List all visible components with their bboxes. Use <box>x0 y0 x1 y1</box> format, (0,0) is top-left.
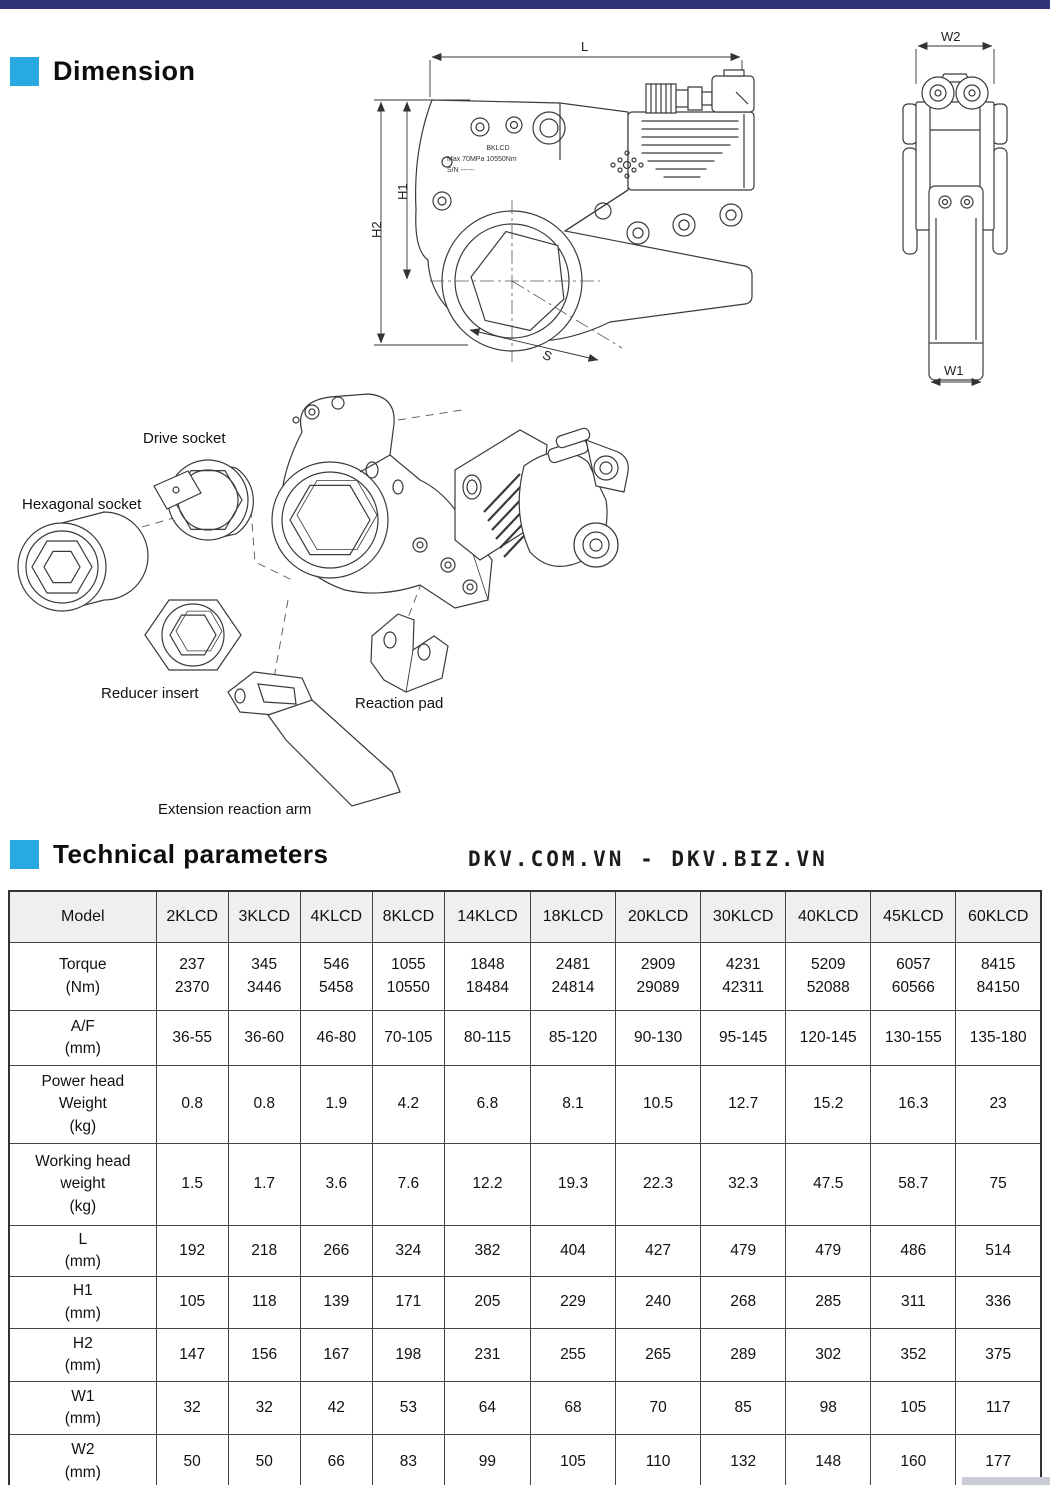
cell-l-40klcd: 479 <box>786 1226 871 1277</box>
parameters-table <box>8 890 1042 1485</box>
cell-l-14klcd: 382 <box>444 1226 530 1277</box>
cell-h2-20klcd: 265 <box>616 1329 701 1382</box>
cell-torque-20klcd: 2909 29089 <box>616 943 701 1011</box>
cell-h1-20klcd: 240 <box>616 1277 701 1329</box>
cell-h1-60klcd: 336 <box>956 1277 1041 1329</box>
header-cell-20klcd: 20KLCD <box>616 891 701 943</box>
header-cell-30klcd: 30KLCD <box>701 891 786 943</box>
cell-w2-18klcd: 105 <box>530 1435 615 1485</box>
cell-torque-60klcd: 8415 84150 <box>956 943 1041 1011</box>
reaction-pad-part <box>371 614 448 692</box>
cell-h1-45klcd: 311 <box>871 1277 956 1329</box>
cell-w2-45klcd: 160 <box>871 1435 956 1485</box>
table-body <box>9 943 1041 1485</box>
cell-w2-4klcd: 66 <box>300 1435 372 1485</box>
cell-torque-3klcd: 345 3446 <box>228 943 300 1011</box>
cell-torque-14klcd: 1848 18484 <box>444 943 530 1011</box>
header-cell-14klcd: 14KLCD <box>444 891 530 943</box>
cell-power-head-weight-14klcd: 6.8 <box>444 1066 530 1144</box>
cell-working-head-weight-40klcd: 47.5 <box>786 1144 871 1226</box>
cell-w1-4klcd: 42 <box>300 1382 372 1435</box>
cell-w2-30klcd: 132 <box>701 1435 786 1485</box>
cell-torque-2klcd: 237 2370 <box>156 943 228 1011</box>
cell-w1-2klcd: 32 <box>156 1382 228 1435</box>
cell-working-head-weight-14klcd: 12.2 <box>444 1144 530 1226</box>
cell-torque-30klcd: 4231 42311 <box>701 943 786 1011</box>
cell-w1-20klcd: 70 <box>616 1382 701 1435</box>
cell-torque-4klcd: 546 5458 <box>300 943 372 1011</box>
table-row-w2 <box>9 1435 1041 1485</box>
cell-l-2klcd: 192 <box>156 1226 228 1277</box>
row-label-l: L (mm) <box>9 1226 156 1277</box>
row-label-w2: W2 (mm) <box>9 1435 156 1485</box>
row-label-working-head-weight: Working head weight (kg) <box>9 1144 156 1226</box>
cell-w1-45klcd: 105 <box>871 1382 956 1435</box>
cell-h1-3klcd: 118 <box>228 1277 300 1329</box>
cell-h2-8klcd: 198 <box>372 1329 444 1382</box>
cell-af-45klcd: 130-155 <box>871 1011 956 1066</box>
parameters-table-wrap <box>8 890 1042 1485</box>
cell-working-head-weight-18klcd: 19.3 <box>530 1144 615 1226</box>
cell-power-head-weight-3klcd: 0.8 <box>228 1066 300 1144</box>
label-extension-arm: Extension reaction arm <box>158 801 312 818</box>
cell-w1-60klcd: 117 <box>956 1382 1041 1435</box>
dim-label-W1: W1 <box>944 363 964 378</box>
cell-l-18klcd: 404 <box>530 1226 615 1277</box>
table-row-torque <box>9 943 1041 1011</box>
engraving-serial: S/N ------ <box>447 167 475 174</box>
section-bullet-square <box>10 840 39 869</box>
cell-power-head-weight-40klcd: 15.2 <box>786 1066 871 1144</box>
table-row-w1 <box>9 1382 1041 1435</box>
label-hexagonal-socket: Hexagonal socket <box>22 496 142 513</box>
cell-working-head-weight-45klcd: 58.7 <box>871 1144 956 1226</box>
cell-w1-3klcd: 32 <box>228 1382 300 1435</box>
cell-w2-14klcd: 99 <box>444 1435 530 1485</box>
corner-strip <box>962 1477 1050 1485</box>
cell-h2-4klcd: 167 <box>300 1329 372 1382</box>
table-row-l <box>9 1226 1041 1277</box>
cell-l-60klcd: 514 <box>956 1226 1041 1277</box>
cell-h2-60klcd: 375 <box>956 1329 1041 1382</box>
cell-af-30klcd: 95-145 <box>701 1011 786 1066</box>
table-row-af <box>9 1011 1041 1066</box>
cell-h2-2klcd: 147 <box>156 1329 228 1382</box>
cell-h2-45klcd: 352 <box>871 1329 956 1382</box>
body-engraving <box>447 143 549 176</box>
exploded-view-drawing <box>18 394 628 806</box>
cell-l-3klcd: 218 <box>228 1226 300 1277</box>
table-row-h1 <box>9 1277 1041 1329</box>
cell-working-head-weight-4klcd: 3.6 <box>300 1144 372 1226</box>
side-view-drawing <box>374 57 754 365</box>
cell-w2-60klcd: 177 <box>956 1435 1041 1485</box>
reducer-insert-part <box>145 600 241 670</box>
row-label-torque: Torque (Nm) <box>9 943 156 1011</box>
power-head-part <box>455 427 628 567</box>
coupler-fitting <box>646 70 754 113</box>
cell-working-head-weight-2klcd: 1.5 <box>156 1144 228 1226</box>
label-reducer-insert: Reducer insert <box>101 685 199 702</box>
dim-label-H1: H1 <box>395 183 410 200</box>
cell-af-60klcd: 135-180 <box>956 1011 1041 1066</box>
cell-af-3klcd: 36-60 <box>228 1011 300 1066</box>
cell-working-head-weight-8klcd: 7.6 <box>372 1144 444 1226</box>
cell-w2-20klcd: 110 <box>616 1435 701 1485</box>
cell-w2-2klcd: 50 <box>156 1435 228 1485</box>
cell-w2-40klcd: 148 <box>786 1435 871 1485</box>
cell-power-head-weight-8klcd: 4.2 <box>372 1066 444 1144</box>
cell-h1-14klcd: 205 <box>444 1277 530 1329</box>
cell-af-8klcd: 70-105 <box>372 1011 444 1066</box>
dim-label-L: L <box>581 39 589 54</box>
table-row-working-head-weight <box>9 1144 1041 1226</box>
engraving-rating: Max 70MPa 10550Nm <box>447 156 517 163</box>
cell-working-head-weight-20klcd: 22.3 <box>616 1144 701 1226</box>
hexagonal-socket-part <box>18 512 148 611</box>
cell-af-4klcd: 46-80 <box>300 1011 372 1066</box>
technical-section-header <box>10 839 328 870</box>
cell-torque-8klcd: 1055 10550 <box>372 943 444 1011</box>
header-cell-model: Model <box>9 891 156 943</box>
cell-l-4klcd: 266 <box>300 1226 372 1277</box>
label-drive-socket: Drive socket <box>143 430 226 447</box>
header-cell-18klcd: 18KLCD <box>530 891 615 943</box>
cell-power-head-weight-20klcd: 10.5 <box>616 1066 701 1144</box>
cell-l-45klcd: 486 <box>871 1226 956 1277</box>
header-cell-4klcd: 4KLCD <box>300 891 372 943</box>
cell-h1-18klcd: 229 <box>530 1277 615 1329</box>
cell-h2-3klcd: 156 <box>228 1329 300 1382</box>
cell-power-head-weight-45klcd: 16.3 <box>871 1066 956 1144</box>
cell-h1-4klcd: 139 <box>300 1277 372 1329</box>
header-cell-40klcd: 40KLCD <box>786 891 871 943</box>
cell-w1-30klcd: 85 <box>701 1382 786 1435</box>
cell-w1-8klcd: 53 <box>372 1382 444 1435</box>
table-header <box>9 891 1041 943</box>
cell-h2-18klcd: 255 <box>530 1329 615 1382</box>
header-cell-45klcd: 45KLCD <box>871 891 956 943</box>
cell-l-30klcd: 479 <box>701 1226 786 1277</box>
header-cell-2klcd: 2KLCD <box>156 891 228 943</box>
cell-power-head-weight-60klcd: 23 <box>956 1066 1041 1144</box>
row-label-w1: W1 (mm) <box>9 1382 156 1435</box>
cell-af-18klcd: 85-120 <box>530 1011 615 1066</box>
cell-h1-8klcd: 171 <box>372 1277 444 1329</box>
row-label-h2: H2 (mm) <box>9 1329 156 1382</box>
website-text: DKV.COM.VN - DKV.BIZ.VN <box>468 847 828 871</box>
cell-af-2klcd: 36-55 <box>156 1011 228 1066</box>
cell-h1-2klcd: 105 <box>156 1277 228 1329</box>
cell-l-20klcd: 427 <box>616 1226 701 1277</box>
cell-af-14klcd: 80-115 <box>444 1011 530 1066</box>
dim-label-S: S <box>540 346 555 365</box>
cell-power-head-weight-4klcd: 1.9 <box>300 1066 372 1144</box>
dim-label-W2: W2 <box>941 29 961 44</box>
cell-h1-40klcd: 285 <box>786 1277 871 1329</box>
front-view-drawing <box>903 46 1007 382</box>
cell-power-head-weight-18klcd: 8.1 <box>530 1066 615 1144</box>
cell-h2-14klcd: 231 <box>444 1329 530 1382</box>
cell-h1-30klcd: 268 <box>701 1277 786 1329</box>
dimension-section-title: Dimension <box>53 56 196 86</box>
cell-torque-18klcd: 2481 24814 <box>530 943 615 1011</box>
row-label-power-head-weight: Power head Weight (kg) <box>9 1066 156 1144</box>
engraving-model: BKLCD <box>486 145 510 152</box>
header-cell-3klcd: 3KLCD <box>228 891 300 943</box>
cell-w1-14klcd: 64 <box>444 1382 530 1435</box>
dim-label-H2: H2 <box>369 221 384 238</box>
cell-torque-45klcd: 6057 60566 <box>871 943 956 1011</box>
header-cell-8klcd: 8KLCD <box>372 891 444 943</box>
cell-power-head-weight-30klcd: 12.7 <box>701 1066 786 1144</box>
row-label-af: A/F (mm) <box>9 1011 156 1066</box>
cell-w2-3klcd: 50 <box>228 1435 300 1485</box>
table-row-h2 <box>9 1329 1041 1382</box>
cell-w1-40klcd: 98 <box>786 1382 871 1435</box>
cell-af-20klcd: 90-130 <box>616 1011 701 1066</box>
cell-l-8klcd: 324 <box>372 1226 444 1277</box>
table-row-power-head-weight <box>9 1066 1041 1144</box>
cell-working-head-weight-3klcd: 1.7 <box>228 1144 300 1226</box>
row-label-h1: H1 (mm) <box>9 1277 156 1329</box>
cell-af-40klcd: 120-145 <box>786 1011 871 1066</box>
header-cell-60klcd: 60KLCD <box>956 891 1041 943</box>
cell-h2-30klcd: 289 <box>701 1329 786 1382</box>
drive-socket-part <box>154 460 253 540</box>
extension-arm-part <box>228 672 400 806</box>
cell-h2-40klcd: 302 <box>786 1329 871 1382</box>
cell-w2-8klcd: 83 <box>372 1435 444 1485</box>
cell-working-head-weight-60klcd: 75 <box>956 1144 1041 1226</box>
cell-torque-40klcd: 5209 52088 <box>786 943 871 1011</box>
cell-w1-18klcd: 68 <box>530 1382 615 1435</box>
technical-section-title: Technical parameters <box>53 839 329 869</box>
cell-working-head-weight-30klcd: 32.3 <box>701 1144 786 1226</box>
label-reaction-pad: Reaction pad <box>355 695 444 712</box>
cell-power-head-weight-2klcd: 0.8 <box>156 1066 228 1144</box>
